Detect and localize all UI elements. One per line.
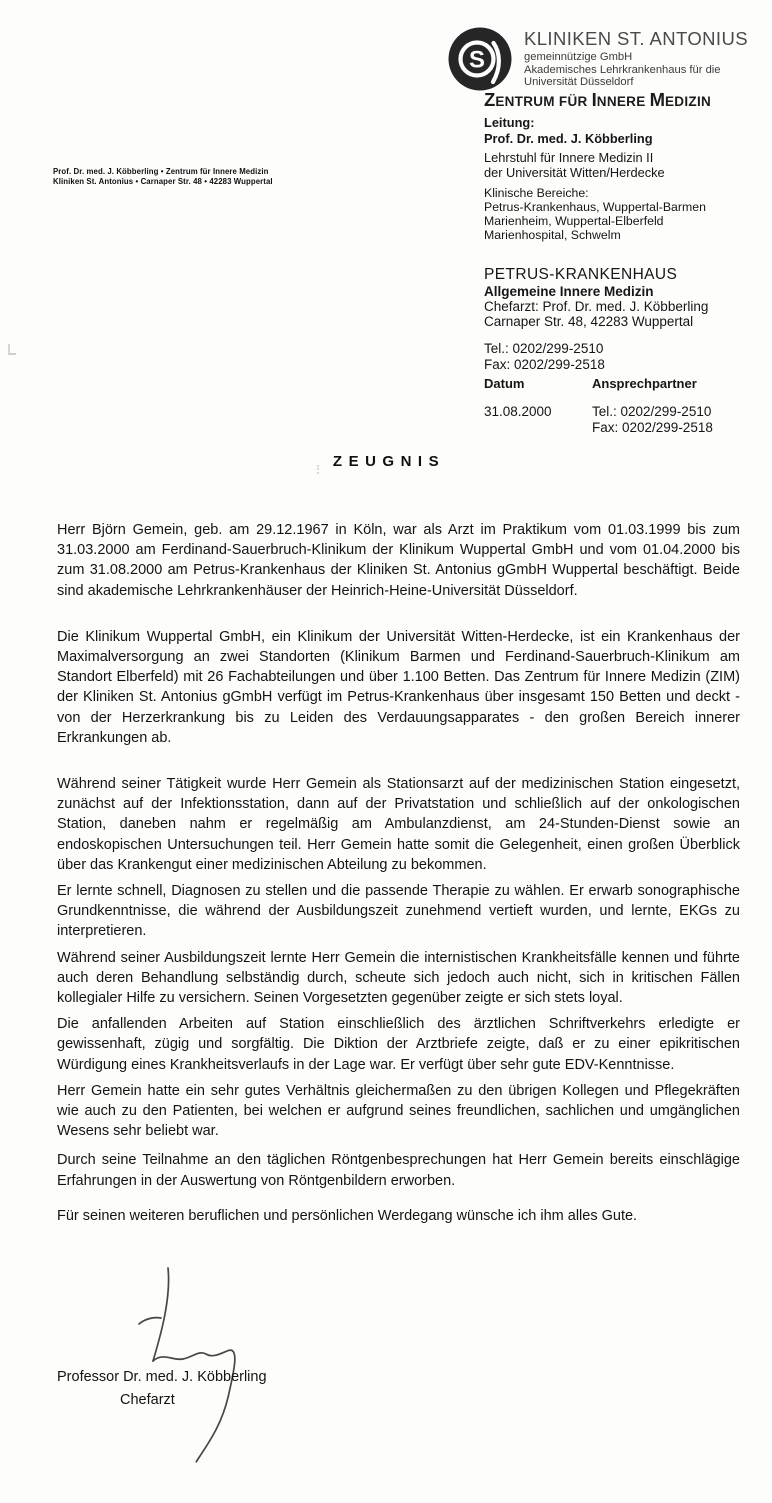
paragraph: Herr Gemein hatte ein sehr gutes Verhältnis gleichermaßen zu den übrigen Kollegen und Pflegekräften wie auch zu den Patienten, bei welchen er aufgrund seines freundlichen, sachlichen und umgänglichen Wesens sehr beliebt war.: [57, 1082, 740, 1140]
chair-block: Lehrstuhl für Innere Medizin II der Universität Witten/Herdecke: [484, 150, 665, 180]
date-value: 31.08.2000: [484, 404, 552, 419]
paragraph: Die anfallenden Arbeiten auf Station einschließlich des ärztlichen Schriftverkehrs erledigte er gewissenhaft, zügig und sorgfältig. Die Diktion der Arztbriefe zeigte, daß er zu einer epikritischen Würdigung eines Krankheitsverlaufs in der Lage war. Er verfügt über sehr gute EDV-Kenntnisse.: [57, 1016, 740, 1073]
paragraph: Herr Björn Gemein, geb. am 29.12.1967 in Köln, war als Arzt im Praktikum vom 01.03.1999 bis zum 31.03.2000 am Ferdinand-Sauerbruch-Klinikum der Klinikum Wuppertal GmbH und vom 01.04.2000 bis zum 31.08.2000 am Petrus-Krankenhaus der Kliniken St. Antonius gGmbH Wuppertal beschäftigt. Beide sind akademische Lehrkrankenhäuser der Heinrich-Heine-Universität Düsseldorf.: [57, 522, 740, 599]
clinic-subline-3: Universität Düsseldorf: [524, 76, 634, 88]
contact-value: [592, 404, 713, 435]
paragraph: Während seiner Tätigkeit wurde Herr Gemein als Stationsarzt auf der medizinischen Station eingesetzt, zunächst auf der Infektionsstation, dann auf der Privatstation und schließlich auf der onkologischen Station, daneben nahm er regelmäßig am Ambulanzdienst, am 24-Stunden-Dienst sowie an endoskopischen Untersuchungen teil. Herr Gemein hatte somit die Gelegenheit, einen großen Überblick über das Krankengut einer medizinischen Abteilung zu bekommen.: [57, 776, 740, 873]
hospital-name: PETRUS-KRANKENHAUS: [484, 266, 678, 283]
hospital-address: Carnaper Str. 48, 42283 Wuppertal: [484, 314, 694, 329]
document-title: ZEUGNIS: [332, 453, 446, 470]
paragraph: Durch seine Teilnahme an den täglichen Röntgenbesprechungen hat Herr Gemein bereits einschlägige Erfahrungen in der Auswertung von Röntgenbildern erworben.: [57, 1152, 740, 1189]
phone-block: [484, 341, 768, 372]
logo-letter: S: [468, 46, 486, 74]
sender-line-1: Prof. Dr. med. J. Köbberling • Zentrum für Innere Medizin: [53, 167, 269, 176]
signer-name: Professor Dr. med. J. Köbberling: [57, 1369, 267, 1385]
clinic-header: [524, 28, 772, 89]
closing-sentence: Für seinen weiteren beruflichen und persönlichen Werdegang wünsche ich ihm alles Gute.: [57, 1207, 638, 1224]
clinic-name: KLINIKEN ST. ANTONIUS: [524, 28, 748, 49]
area-item: Marienhospital, Schwelm: [484, 228, 621, 242]
scan-artifact: [317, 465, 322, 474]
clinical-areas-block: [484, 186, 768, 242]
sender-address-block: [53, 167, 273, 187]
hospital-chief: Chefarzt: Prof. Dr. med. J. Köbberling: [484, 299, 709, 314]
meta-values-row: [484, 404, 768, 435]
st-antonius-logo-icon: [447, 26, 513, 94]
area-item: Marienheim, Wuppertal-Elberfeld: [484, 214, 664, 228]
leitung-label: Leitung:: [484, 115, 535, 130]
date-label: Datum: [484, 376, 525, 391]
contact-label: Ansprechpartner: [592, 376, 697, 391]
center-title-initial: Z: [484, 89, 496, 110]
hospital-department: Allgemeine Innere Medizin: [484, 284, 654, 299]
phone-tel: Tel.: 0202/299-2510: [484, 341, 604, 356]
scan-artifact: [8, 344, 16, 355]
clinic-subline-2: Akademisches Lehrkrankenhaus für die: [524, 63, 721, 76]
head-name: Prof. Dr. med. J. Köbberling: [484, 130, 653, 146]
paragraph: Er lernte schnell, Diagnosen zu stellen und die passende Therapie zu wählen. Er erwarb sonographische Grundkenntnisse, die während der Ausbildungszeit zunehmend vertieft wurden, und lernte, EKGs zu interpretieren.: [57, 883, 740, 940]
contact-tel: Tel.: 0202/299-2510: [592, 404, 712, 419]
center-title: ZENTRUM FÜR INNERE MEDIZIN: [484, 89, 712, 110]
areas-label: Klinische Bereiche:: [484, 186, 589, 200]
phone-fax: Fax: 0202/299-2518: [484, 356, 605, 372]
signature-scrawl-icon: [100, 1255, 260, 1470]
sender-line-2: Kliniken St. Antonius • Carnaper Str. 48 • 42283 Wuppertal: [53, 177, 273, 186]
paragraph: Während seiner Ausbildungszeit lernte Herr Gemein die internistischen Krankheitsfälle kennen und führte auch deren Behandlung selbständig durch, scheute sich jedoch auch nicht, sich in kritischen Fällen kollegialer Hilfe zu versichern. Seinen Vorgesetzten gegenüber zeigte er sich stets loyal.: [57, 949, 740, 1007]
leitung-block: [484, 115, 768, 146]
paragraph: Die Klinikum Wuppertal GmbH, ein Klinikum der Universität Witten-Herdecke, ist ein Krankenhaus der Maximalversorgung an zwei Standorten (Klinikum Barmen und Ferdinand-Sauerbruch-Klinikum am Standort Elberfeld) mit 26 Fachabteilungen und über 1.100 Betten. Das Zentrum für Innere Medizin (ZIM) der Kliniken St. Antonius gGmbH verfügt im Petrus-Krankenhaus über insgesamt 150 Betten und deckt - von der Herzerkrankung bis zu Leiden des Verdauungsapparates - den großen Bereich innerer Erkrankungen ab.: [57, 628, 740, 746]
contact-fax: Fax: 0202/299-2518: [592, 419, 713, 435]
letter-body: [57, 520, 740, 1226]
clinic-subline-1: gemeinnützige GmbH: [524, 51, 633, 63]
signer-title: Chefarzt: [120, 1392, 175, 1408]
area-item: Petrus-Krankenhaus, Wuppertal-Barmen: [484, 200, 706, 214]
meta-labels-row: [484, 376, 768, 391]
letterhead-right-column: [484, 90, 768, 435]
hospital-block: [484, 266, 768, 329]
